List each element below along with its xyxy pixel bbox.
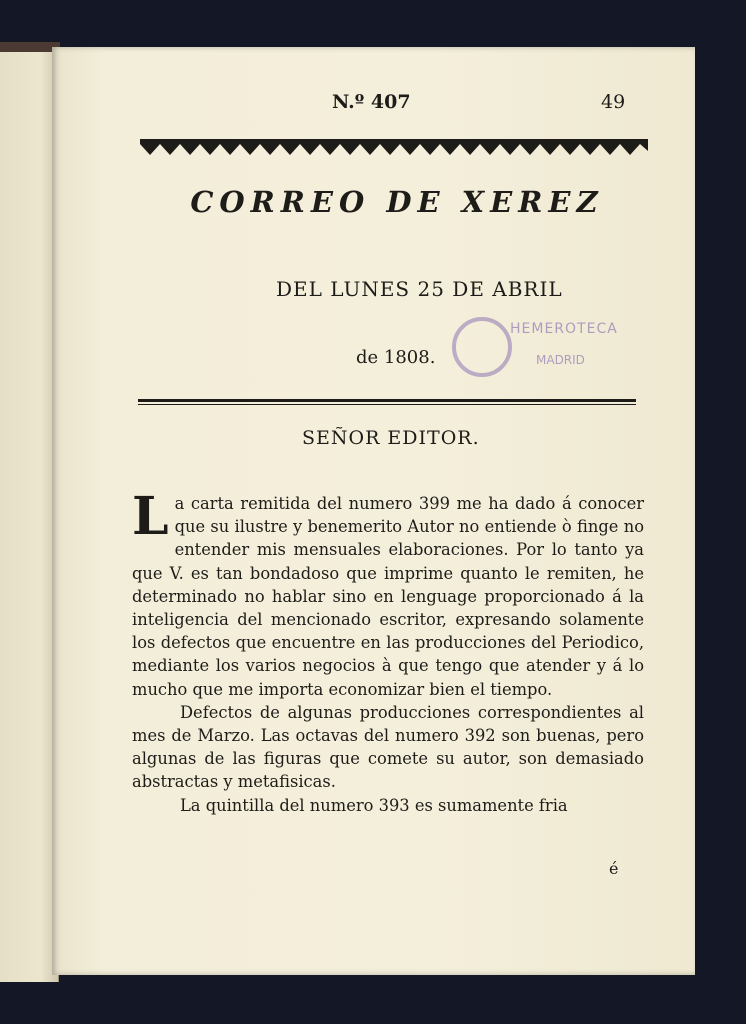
paragraph-3: La quintilla del numero 393 es sumamente fria [180,795,568,815]
newspaper-page [52,47,695,975]
paragraph-1-text: a carta remitida del numero 399 me ha dado á conocer que su ilustre y benemerito Autor no entiende ò finge no entender mis mensuales elaboraciones. Por lo tanto ya que V. es tan bondadoso que imprime quanto le remiten, he determinado no hablar sino en lenguage proporcionado á la inteligencia del mencionado escritor, expresando solamente los defectos que encuentre en las producciones del Periodico, mediante los varios negocios à que tengo que atender y á lo mucho que me importa economizar bien el tiempo. [132,494,644,699]
divider-rule [138,399,636,402]
paragraph-1 [132,486,644,701]
stamp-seal-icon [452,317,512,377]
letter-salutation: SEÑOR EDITOR. [302,427,480,449]
library-stamp [452,309,624,379]
catchword: é [609,859,619,878]
stamp-line-1: HEMEROTECA [510,321,618,337]
year: de 1808. [356,347,436,368]
facing-page-edge [0,52,59,982]
issue-number: N.º 407 [332,91,411,113]
dateline: DEL LUNES 25 DE ABRIL [276,277,563,301]
ornament-border [140,139,648,157]
page-number: 49 [601,91,626,113]
drop-cap: L [132,486,169,547]
stamp-line-2: MADRID [536,353,585,367]
newspaper-title: CORREO DE XEREZ [190,185,604,219]
paragraph-2: Defectos de algunas producciones correspondientes al mes de Marzo. Las octavas del numero 392 son buenas, pero algunas de las figuras que comete su autor, son demasiado abstractas y metafisicas. [132,702,644,792]
divider-rule-thin [138,404,636,405]
letter-body [132,486,644,817]
